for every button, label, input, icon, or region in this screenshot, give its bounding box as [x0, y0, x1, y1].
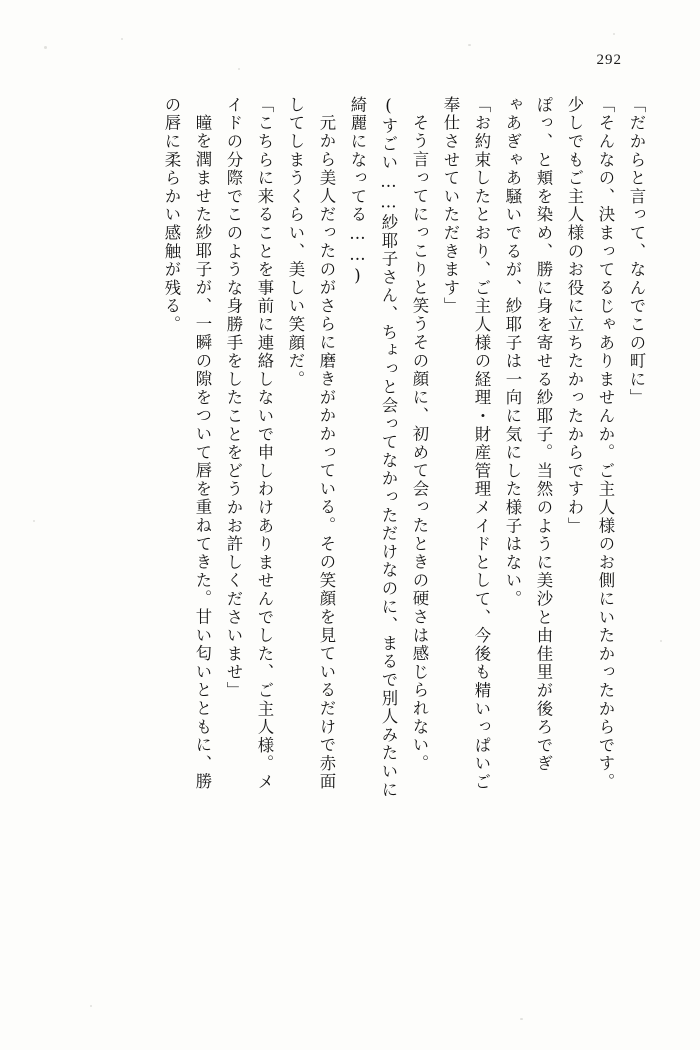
paper-speck [33, 520, 35, 522]
text-line: (すごい……紗耶子さん、ちょっと会ってなかっただけなのに、まるで別人みたいに [379, 96, 398, 800]
text-line: イドの分際でこのような身勝手をしたことをどうかお許しくださいませ」 [224, 96, 243, 700]
text-line: の唇に柔らかい感触が残る。 [162, 96, 181, 334]
text-line: ゃあぎゃあ騒いでるが、紗耶子は一向に気にした様子はない。 [503, 96, 522, 609]
paper-speck [520, 1018, 523, 1020]
text-line: してしまうくらい、美しい笑顔だ。 [286, 96, 305, 389]
paper-speck [90, 1005, 92, 1007]
text-line: ぽっ、と頬を染め、勝に身を寄せる紗耶子。当然のように美沙と由佳里が後ろでぎ [534, 96, 553, 774]
paper-speck [238, 68, 240, 70]
paper-speck [121, 38, 123, 40]
paper-speck [44, 46, 47, 49]
text-line: 元から美人だったのがさらに磨きがかかっている。その笑顔を見ているだけで赤面 [317, 114, 336, 792]
text-line: そう言ってにっこりと笑うその顔に、初めて会ったときの硬さは感じられない。 [410, 114, 429, 773]
text-line: 綺麗になってる……) [348, 96, 367, 287]
text-line: 「こちらに来ることを事前に連絡しないで申しわけありませんでした、ご主人様。メ [255, 96, 274, 792]
paper-speck [468, 44, 471, 46]
text-line: 「お約束したとおり、ご主人様の経理・財産管理メイドとして、今後も精いっぱいご [472, 96, 491, 792]
paper-speck [613, 33, 615, 35]
text-line: 奉仕させていただきます」 [441, 96, 460, 316]
vertical-text-body [54, 96, 644, 992]
page-number: 292 [596, 52, 622, 68]
paper-speck [660, 640, 662, 642]
text-line: 瞳を潤ませた紗耶子が、一瞬の隙をついて唇を重ねてきた。甘い匂いとともに、勝 [193, 114, 212, 792]
text-line: 「だからと言って、なんでこの町に」 [627, 96, 646, 408]
text-line: 「そんなの、決まってるじゃありませんか。ご主人様のお側にいたかったからです。 [596, 96, 615, 792]
text-line: 少しでもご主人様のお役に立ちたかったからですわ」 [565, 96, 584, 536]
